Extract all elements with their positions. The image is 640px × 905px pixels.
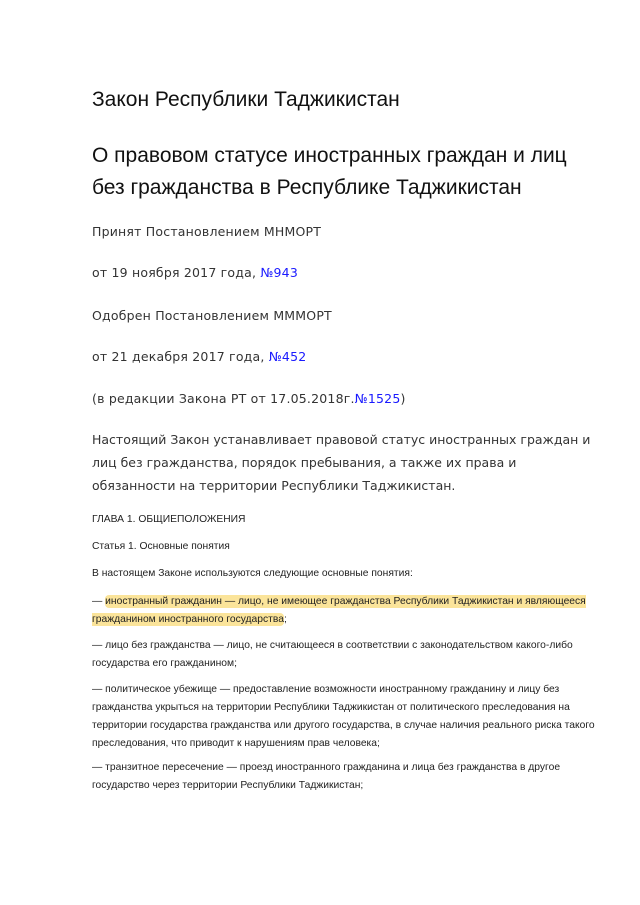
definition-text: транзитное пересечение — проезд иностранного гражданина и лица без гражданства в другое государство через территории Республики Таджикистан (92, 762, 561, 791)
definition-transit (92, 759, 597, 795)
meta-suffix: ) (400, 391, 406, 406)
decree-link-943[interactable]: №943 (260, 265, 298, 280)
highlighted-text: иностранный гражданин — лицо, не имеющее гражданства Республики Таджикистан и являющееся гражданином иностранного государства (92, 596, 586, 625)
dash: — (92, 640, 106, 651)
dash: — (92, 762, 106, 773)
law-link-1525[interactable]: №1525 (354, 391, 401, 406)
decree-link-452[interactable]: №452 (268, 349, 307, 364)
definitions-lead: В настоящем Законе используются следующие основные понятия: (92, 568, 413, 579)
chapter-heading: ГЛАВА 1. ОБЩИЕПОЛОЖЕНИЯ (92, 514, 246, 525)
meta-text: Одобрен Постановлением МММОРТ (92, 308, 332, 323)
article-heading: Статья 1. Основные понятия (92, 541, 230, 552)
approved-date (92, 349, 306, 364)
meta-text: от 21 декабря 2017 года, (92, 349, 269, 364)
meta-text: Принят Постановлением МНМОРТ (92, 224, 322, 239)
end: ; (360, 780, 364, 791)
definition-stateless-person (92, 637, 597, 673)
end: ; (377, 738, 380, 749)
meta-text: от 19 ноября 2017 года, (92, 265, 261, 280)
definition-text: лицо без гражданства — лицо, не считающееся в соответствии с законодательством какого-либо государства его гражданином (92, 640, 573, 669)
law-subtitle: О правовом статусе иностранных граждан и лиц без гражданства в Республике Таджикистан (92, 144, 567, 199)
dash: — (92, 684, 106, 695)
definition-political-asylum (92, 681, 597, 753)
definition-text: политическое убежище — предоставление возможности иностранному гражданину и лицу без гражданства укрыться на территории Республики Таджикистан от политического преследования на территории государства гражданства или другого государства, в случае наличия реального риска такого преследования, что приводит к нарушениям прав человека (92, 684, 595, 749)
dash: — (92, 596, 106, 607)
adopted-by (92, 224, 321, 239)
intro-paragraph: Настоящий Закон устанавливает правовой статус иностранных граждан и лиц без гражданства, порядок пребывания, а также их права и обязанности на территории Республики Таджикистан. (92, 432, 591, 493)
definition-foreign-citizen (92, 593, 597, 629)
meta-text: (в редакции Закона РТ от 17.05.2018г. (92, 391, 355, 406)
amendment-note (92, 391, 406, 406)
end: ; (283, 614, 287, 625)
law-title: Закон Республики Таджикистан (92, 88, 400, 111)
end: ; (234, 658, 237, 669)
adopted-date (92, 265, 298, 280)
approved-by (92, 308, 332, 323)
